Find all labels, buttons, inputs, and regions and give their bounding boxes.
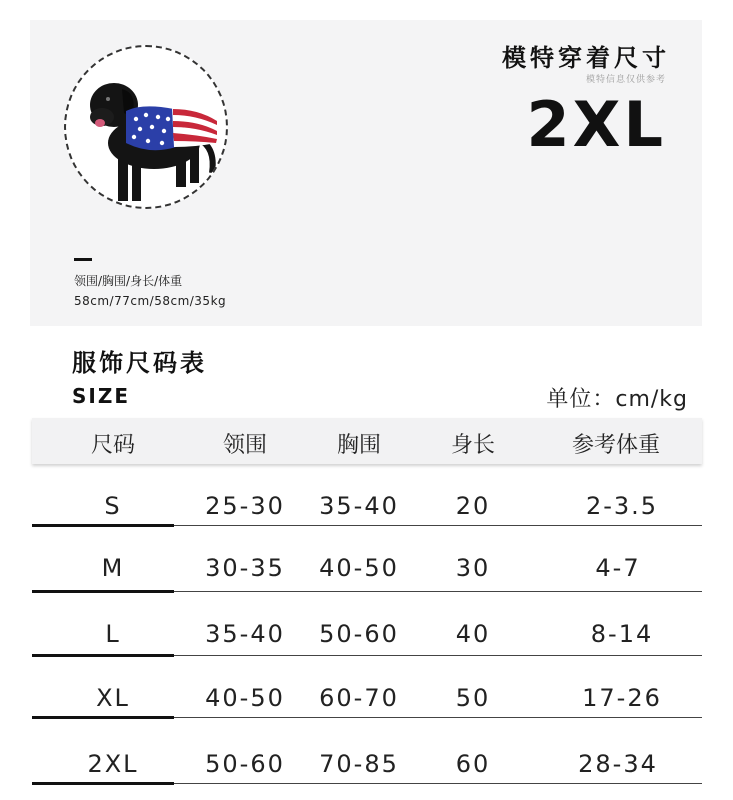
row-divider [174, 783, 702, 784]
row-divider [32, 716, 174, 719]
model-note: 模特信息仅供参考 [585, 75, 666, 85]
cell-weight: 28-34 [578, 750, 658, 778]
size-label: SIZE [72, 384, 131, 408]
unit-label: 单位：cm/kg [546, 387, 688, 412]
cell-length: 20 [455, 492, 491, 520]
cell-neck: 35-40 [205, 620, 285, 648]
cell-neck: 30-35 [205, 554, 285, 582]
row-divider [32, 524, 174, 527]
cell-size: XL [96, 684, 130, 712]
model-size: 2XL [526, 88, 666, 161]
cell-length: 40 [455, 620, 491, 648]
row-divider [174, 525, 702, 526]
chart-title: 服饰尺码表 [72, 348, 207, 377]
header-weight: 参考体重 [571, 433, 661, 458]
cell-neck: 40-50 [205, 684, 285, 712]
row-divider [32, 782, 174, 785]
model-title: 模特穿着尺寸 [502, 43, 670, 72]
cell-weight: 2-3.5 [585, 492, 659, 520]
row-divider [174, 591, 702, 592]
table-row [0, 670, 733, 734]
divider-dash [74, 258, 92, 261]
cell-size: S [104, 492, 122, 520]
table-row [0, 540, 733, 604]
cell-length: 30 [455, 554, 491, 582]
cell-neck: 50-60 [205, 750, 285, 778]
cell-size: M [101, 554, 125, 582]
row-divider [32, 654, 174, 657]
model-dog-photo [64, 45, 228, 209]
table-row [0, 736, 733, 800]
cell-chest: 35-40 [319, 492, 399, 520]
row-divider [174, 655, 702, 656]
cell-length: 50 [455, 684, 491, 712]
cell-weight: 4-7 [595, 554, 641, 582]
cell-chest: 40-50 [319, 554, 399, 582]
cell-chest: 70-85 [319, 750, 399, 778]
cell-weight: 8-14 [590, 620, 654, 648]
cell-length: 60 [455, 750, 491, 778]
header-length: 身长 [450, 433, 496, 458]
cell-size: L [105, 620, 121, 648]
cell-weight: 17-26 [582, 684, 662, 712]
table-row [0, 606, 733, 670]
header-size: 尺码 [90, 433, 136, 458]
row-divider [174, 717, 702, 718]
row-divider [32, 590, 174, 593]
header-chest: 胸围 [336, 433, 382, 458]
cell-size: 2XL [87, 750, 139, 778]
header-neck: 领围 [222, 433, 268, 458]
table-header [32, 418, 702, 464]
cell-neck: 25-30 [205, 492, 285, 520]
cell-chest: 60-70 [319, 684, 399, 712]
table-row [0, 478, 733, 542]
dog-illustration [66, 47, 226, 207]
model-info-panel [30, 20, 702, 326]
measure-value: 58cm/77cm/58cm/35kg [74, 294, 227, 308]
measure-label: 领围/胸围/身长/体重 [74, 274, 183, 288]
cell-chest: 50-60 [319, 620, 399, 648]
